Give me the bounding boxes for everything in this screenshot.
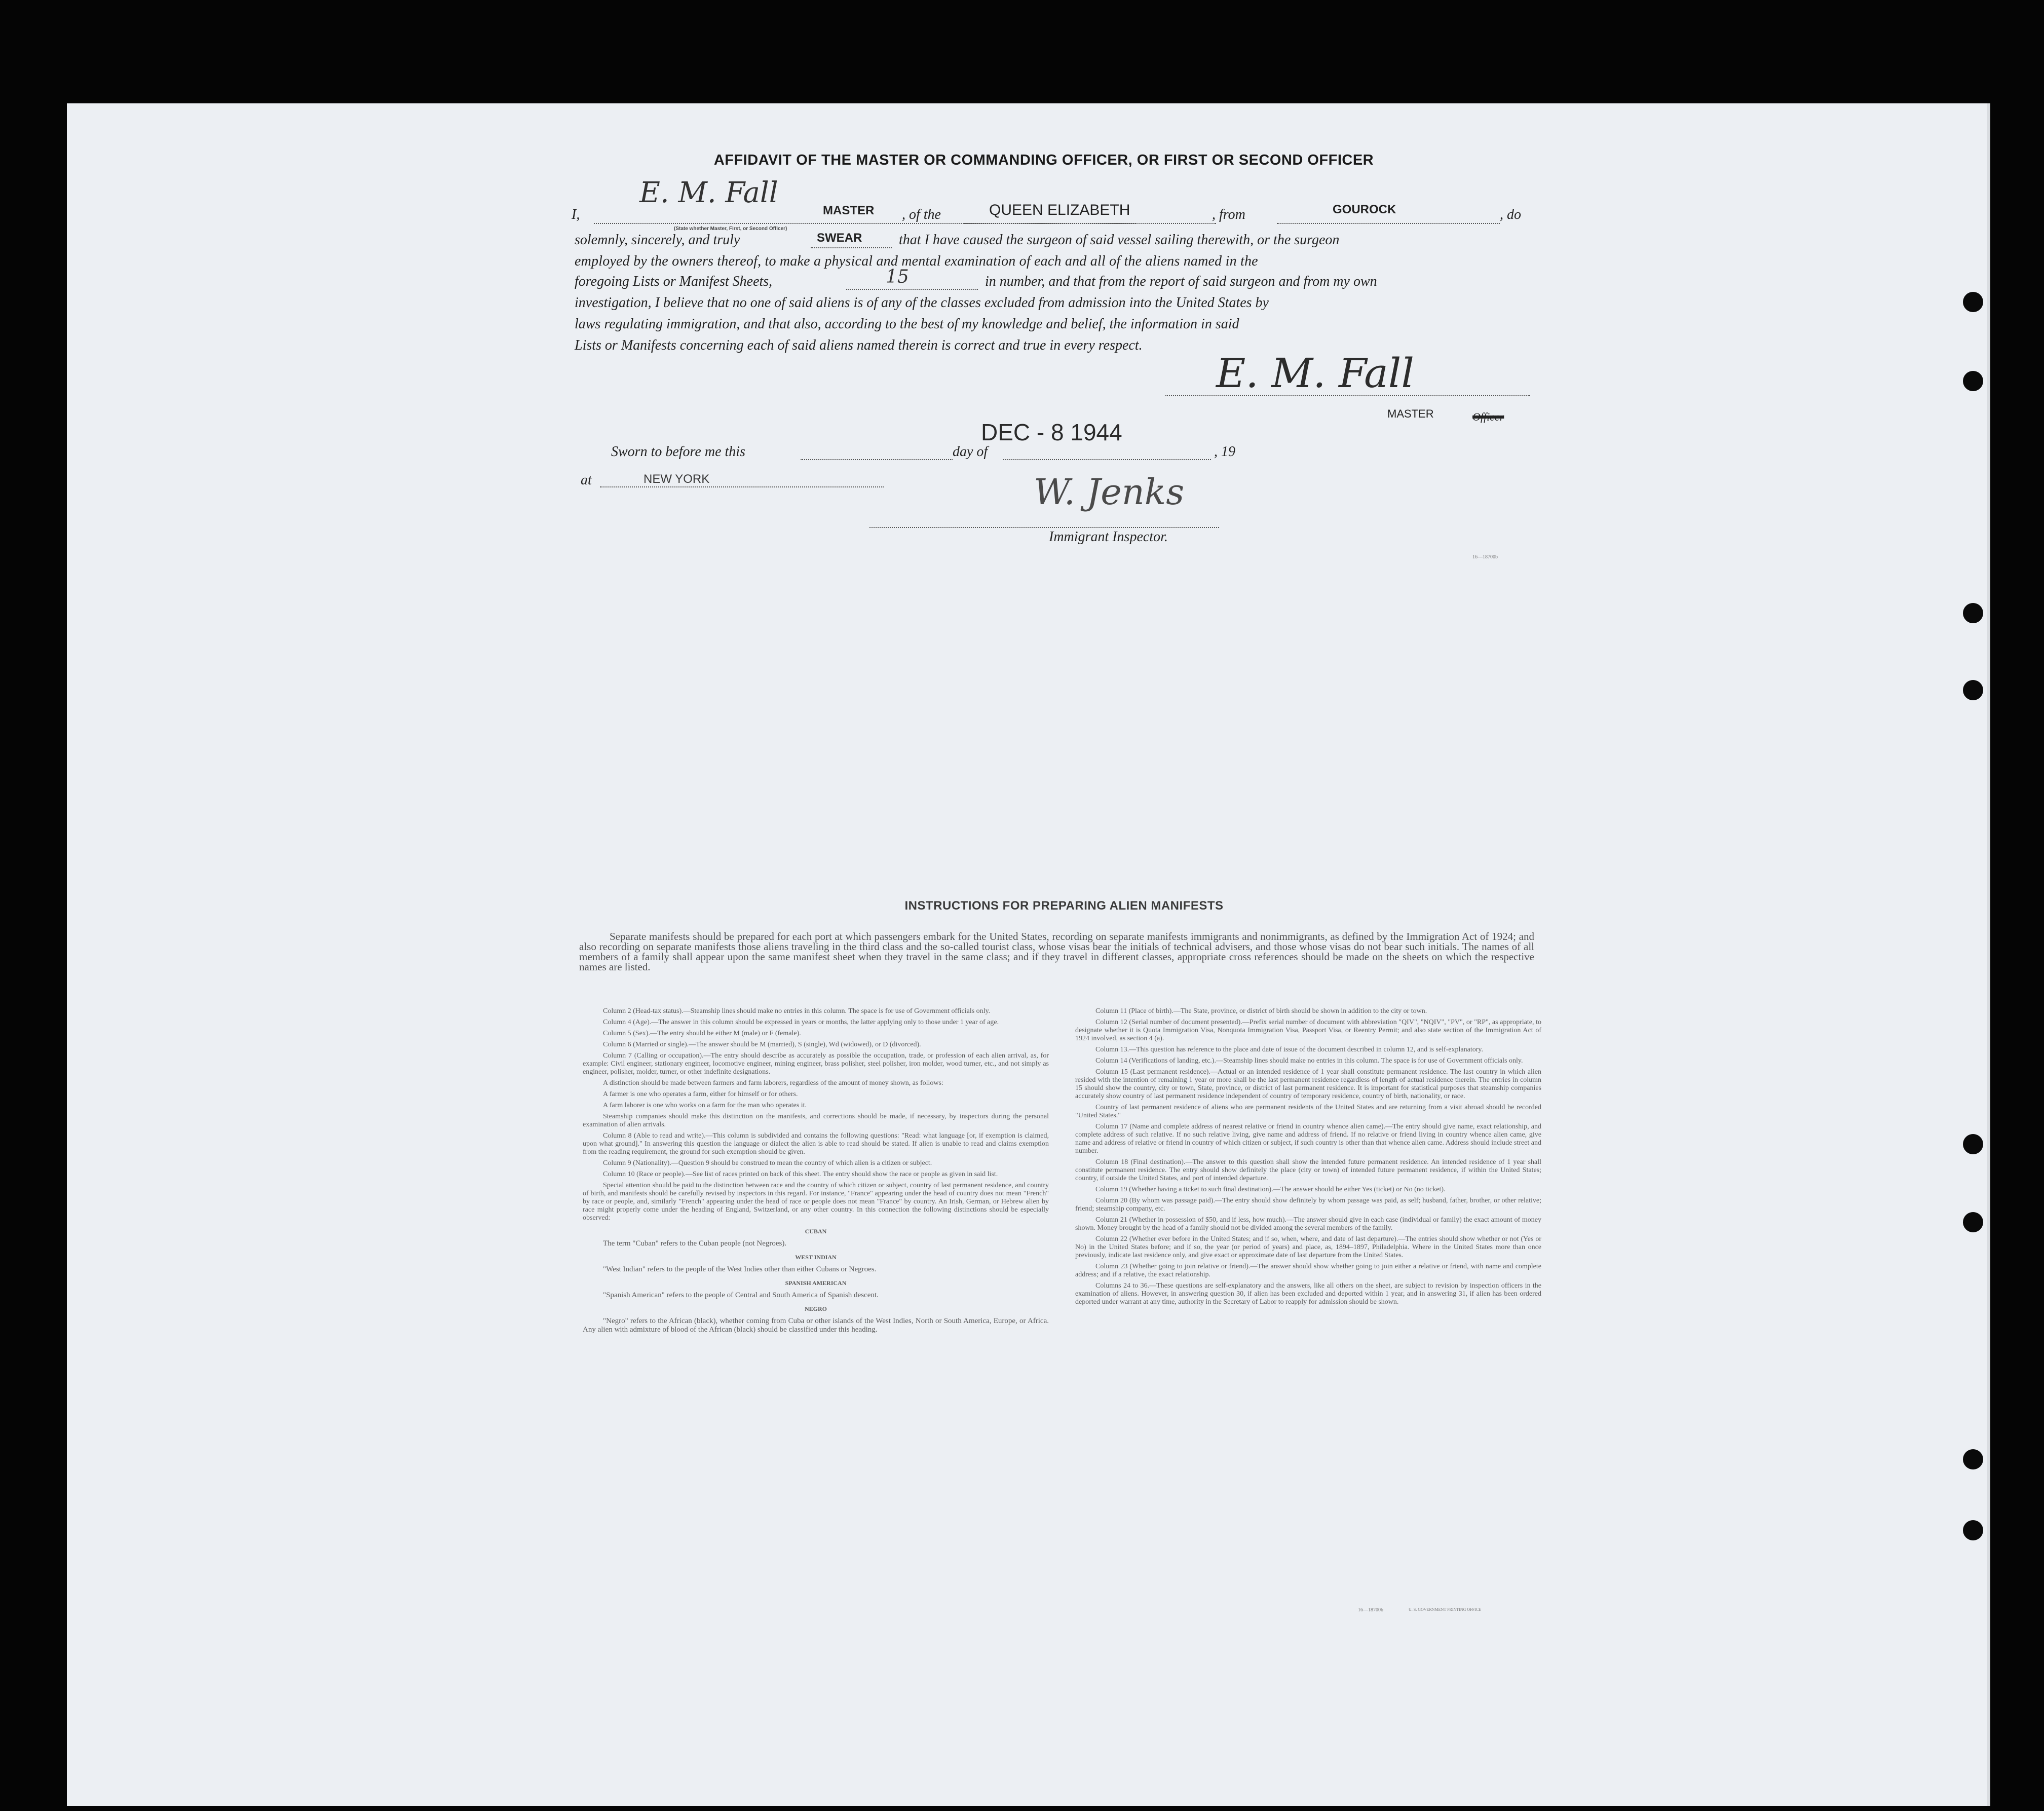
- signature-line: [1165, 395, 1530, 396]
- west-indian-header: WEST INDIAN: [795, 1254, 837, 1261]
- fill-line: [1003, 459, 1211, 460]
- instruction-paragraph: Column 4 (Age).—The answer in this column should be expressed in years or months, the latter applying only to those under 1 year of age.: [603, 1018, 999, 1026]
- oath-word: SWEAR: [817, 231, 862, 245]
- port-from: GOUROCK: [1333, 203, 1396, 216]
- line2-prefix: solemnly, sincerely, and truly: [575, 232, 740, 248]
- instruction-paragraph: Column 12 (Serial number of document presented).—Prefix serial number of document with abbreviation "QIV", "NQIV", "PV", or "RP", as appropriate, to designate whether it is Quota Immigration Visa, Nonquota Immigration Visa, Passport Visa, or Reentry Permit; and also state section of the Immigration Act of 1924 involved, as section 4 (a).: [1075, 1018, 1541, 1042]
- sworn-label: Sworn to before me this: [611, 444, 745, 460]
- spanish-american-definition: "Spanish American" refers to the people of Central and South America of Spanish descent.: [603, 1291, 879, 1299]
- instruction-paragraph: Column 18 (Final destination).—The answer to this question shall show the intended future permanent residence. An intended residence of 1 year shall constitute permanent residence. The entry should show definitely the place (city or town) of intended future permanent residence, if within the United States; country, if outside the United States, and port of intended departure.: [1075, 1158, 1541, 1182]
- fill-line: [846, 289, 978, 290]
- west-indian-definition: "West Indian" refers to the people of the West Indies other than either Cubans or Negroes.: [603, 1265, 877, 1273]
- instruction-paragraph: Column 23 (Whether going to join relative or friend).—The answer should show whether going to join either a relative or friend, with name and complete address; and if a relative, the exact relationship.: [1075, 1263, 1541, 1278]
- sheet-count: 15: [886, 267, 909, 287]
- fill-line: [600, 486, 884, 487]
- line2-rest: that I have caused the surgeon of said vessel sailing therewith, or the surgeon: [899, 232, 1340, 248]
- spanish-american-header: SPANISH AMERICAN: [785, 1279, 847, 1287]
- instruction-paragraph: Column 9 (Nationality).—Question 9 should be construed to mean the country of which alien is a citizen or subject.: [603, 1159, 932, 1167]
- instruction-paragraph: Column 14 (Verifications of landing, etc.).—Steamship lines should make no entries in this column. The space is for use of Government officials only.: [1095, 1057, 1523, 1065]
- binder-hole: [1963, 1520, 1983, 1540]
- line6: laws regulating immigration, and that also, according to the best of my knowledge and belief, the information in said: [575, 316, 1239, 332]
- inspector-label: Immigrant Inspector.: [1049, 529, 1168, 545]
- fill-line: [963, 223, 1216, 224]
- cuban-header: CUBAN: [805, 1228, 827, 1235]
- instruction-paragraph: Column 7 (Calling or occupation).—The entry should describe as accurately as possible the occupation, trade, or profession of each alien arrival, as, for example: Civil engineer, stationary engineer, locomotive engineer, mining engineer, brass polisher, steel polisher, iron molder, wood turner, etc., and not simply as engineer, polisher, molder, turner, or other indefinite designations.: [583, 1052, 1049, 1076]
- master-signature: E. M. Fall: [1216, 350, 1414, 397]
- binder-hole: [1963, 292, 1983, 312]
- fill-line: [811, 247, 892, 248]
- place: NEW YORK: [644, 472, 710, 486]
- binder-hole: [1963, 680, 1983, 700]
- instruction-paragraph: A farmer is one who operates a farm, either for himself or for others.: [603, 1090, 798, 1098]
- instruction-paragraph: Steamship companies should make this distinction on the manifests, and corrections should be made, if necessary, by inspectors during the personal examination of alien arrivals.: [583, 1113, 1049, 1128]
- line7: Lists or Manifests concerning each of said aliens named therein is correct and true in every respect.: [575, 337, 1143, 353]
- instruction-paragraph: Column 20 (By whom was passage paid).—The entry should show definitely by whom passage was paid, as self; husband, father, brother, or other relative; friend; steamship company, etc.: [1075, 1197, 1541, 1213]
- signature-title: MASTER: [1387, 407, 1434, 420]
- instruction-paragraph: Column 19 (Whether having a ticket to such final destination).—The answer should be either Yes (ticket) or No (no ticket).: [1095, 1186, 1446, 1193]
- form-number: 16—18700b: [1472, 554, 1498, 560]
- inspector-line: [869, 527, 1219, 528]
- instruction-paragraph: Country of last permanent residence of aliens who are permanent residents of the United States and are returning from a visit abroad should be recorded "United States.": [1075, 1104, 1541, 1119]
- instruction-paragraph: Columns 24 to 36.—These questions are self-explanatory and the answers, like all others on the sheet, are subject to revision by inspection officers in the examination of aliens. However, in answering question 30, if alien has been excluded and deported within 1 year, and in answering 31, if alien has been ordered deported under warrant at any time, authority in the Secretary of Labor to reapply for admission should be shown.: [1075, 1282, 1541, 1306]
- intro-paragraph: Separate manifests should be prepared for each port at which passengers embark for the United States, recording on separate manifests immigrants and nonimmigrants, as defined by the Immigration Act of 1924; and also recording on separate manifests those aliens traveling in the third class and the so-called tourist class, whose visas bear the initials of technical advisers, and those whose visas do not bear such initials. The names of all members of a family shall appear upon the same manifest sheet when they travel in the same class; and if they travel in different classes, appropriate cross references should be made on the sheets on which the respective names are listed.: [579, 930, 1534, 973]
- vessel-name: QUEEN ELIZABETH: [989, 202, 1130, 218]
- line5: investigation, I believe that no one of said aliens is of any of the classes excluded from admission into the United States by: [575, 295, 1269, 311]
- affidavit-title: AFFIDAVIT OF THE MASTER OR COMMANDING OFFICER, OR FIRST OR SECOND OFFICER: [713, 152, 1374, 168]
- officer-name-handwritten: E. M. Fall: [639, 176, 778, 209]
- footer-printer: U. S. GOVERNMENT PRINTING OFFICE: [1409, 1607, 1481, 1612]
- instruction-paragraph: Column 15 (Last permanent residence).—Actual or an intended residence of 1 year shall constitute permanent residence. The last country in which alien resided with the intention of remaining 1 year or more shall be the last permanent residence regardless of length of actual residence therein. The entries in column 15 should show the country, city or town, State, province, or district of last permanent residence. It is important for statistical purposes that steamship companies accurately show country of last permanent residence independent of country of temporary residence, country of birth, nationality, or race.: [1075, 1068, 1541, 1100]
- rank-note: (State whether Master, First, or Second Officer): [674, 226, 787, 232]
- inspector-signature: W. Jenks: [1034, 471, 1185, 513]
- instructions-title: INSTRUCTIONS FOR PREPARING ALIEN MANIFESTS: [904, 899, 1224, 913]
- instruction-paragraph: Column 22 (Whether ever before in the United States; and if so, when, where, and date of last departure).—The entries should show whether or not (Yes or No) in the United States before; and if so, the year (or period of years) and place, as, 1894–1897, Philadelphia. Where in the United States more than once previously, indicate last residence only, and give exact or approximate date of last departure from the United States.: [1075, 1235, 1541, 1259]
- negro-header: NEGRO: [804, 1305, 827, 1312]
- do-label: , do: [1500, 207, 1521, 222]
- struck-word: Officer: [1472, 410, 1504, 423]
- instructions-right-column: [1075, 1007, 1541, 1309]
- instruction-paragraph: Special attention should be paid to the distinction between race and the country of which citizen or subject, country of last permanent residence, and country of birth, and manifests should be carefully revised by inspectors in this regard. For instance, "France" appearing under the head of country does not mean "French" by race or people, and, similarly "French" appearing under the head of race or people does not mean "France" by country. An Irish, German, or Hebrew alien by race might properly come under the heading of England, Switzerland, or any other country. In this connection the following distinctions should be especially observed:: [583, 1182, 1049, 1222]
- at-label: at: [581, 472, 592, 488]
- binder-hole: [1963, 1212, 1983, 1232]
- instruction-paragraph: Column 17 (Name and complete address of nearest relative or friend in country whence alien came).—The entry should give name, exact relationship, and complete address of such relative. If no such relative living, give name and address of friend. If no relative or friend living in country whence alien came, give name and address of relative or friend in country of which citizen or subject, if such country is other than that whence alien came. Address should include street and number.: [1075, 1123, 1541, 1155]
- instruction-paragraph: A farm laborer is one who works on a farm for the man who operates it.: [603, 1102, 807, 1109]
- negro-definition: "Negro" refers to the African (black), whether coming from Cuba or other islands of the West Indies, North or South America, Europe, or Africa. Any alien with admixture of blood of the African (black) should be classified under this heading.: [583, 1317, 1049, 1334]
- line4-prefix: foregoing Lists or Manifest Sheets,: [575, 274, 773, 289]
- instruction-paragraph: Column 6 (Married or single).—The answer should be M (married), S (single), Wd (widowed), or D (divorced).: [603, 1041, 921, 1048]
- instructions-intro: [579, 931, 1534, 972]
- binder-hole: [1963, 1134, 1983, 1154]
- binder-hole: [1963, 371, 1983, 391]
- fill-line: [801, 459, 953, 460]
- instruction-paragraph: Column 13.—This question has reference to the place and date of issue of the document described in column 12, and is self-explanatory.: [1095, 1046, 1483, 1053]
- instruction-paragraph: A distinction should be made between farmers and farm laborers, regardless of the amount of money shown, as follows:: [603, 1079, 943, 1087]
- fill-line: [1277, 223, 1500, 224]
- line4-rest: in number, and that from the report of said surgeon and from my own: [985, 274, 1377, 289]
- instruction-paragraph: Column 8 (Able to read and write).—This column is subdivided and contains the following questions: "Read: what language [or, if exemption is claimed, upon what ground]." In answering this question the language or dialect the alien is able to read should be stated. If alien is unable to read and claims exemption from the reading requirement, the ground for such exemption should be given.: [583, 1132, 1049, 1156]
- instruction-paragraph: Column 5 (Sex).—The entry should be either M (male) or F (female).: [603, 1030, 801, 1037]
- instructions-left-column: [583, 1007, 1049, 1337]
- from-label: , from: [1212, 207, 1245, 222]
- day-of-label: day of: [953, 444, 988, 460]
- officer-rank: MASTER: [823, 204, 875, 217]
- of-the-label: , of the: [902, 207, 941, 222]
- cuban-definition: The term "Cuban" refers to the Cuban people (not Negroes).: [603, 1239, 787, 1248]
- binder-hole: [1963, 1449, 1983, 1469]
- binder-hole: [1963, 603, 1983, 623]
- instruction-paragraph: Column 21 (Whether in possession of $50, and if less, how much).—The answer should give in each case (individual or family) the exact amount of money shown. Money brought by the head of a family should not be divided among the several members of the family.: [1075, 1216, 1541, 1232]
- footer-form-number: 16—18700b: [1358, 1607, 1383, 1613]
- line1-prefix: I,: [572, 207, 580, 222]
- instruction-paragraph: Column 2 (Head-tax status).—Steamship lines should make no entries in this column. The space is for use of Government officials only.: [603, 1007, 991, 1015]
- instruction-paragraph: Column 10 (Race or people).—See list of races printed on back of this sheet. The entry should show the race or people as given in said list.: [603, 1171, 998, 1178]
- instruction-paragraph: Column 11 (Place of birth).—The State, province, or district of birth should be shown in addition to the city or town.: [1095, 1007, 1427, 1015]
- line3: employed by the owners thereof, to make a physical and mental examination of each and all of the aliens named in the: [575, 253, 1258, 269]
- year-prefix: , 19: [1214, 444, 1235, 460]
- date-stamp: DEC - 8 1944: [981, 419, 1122, 445]
